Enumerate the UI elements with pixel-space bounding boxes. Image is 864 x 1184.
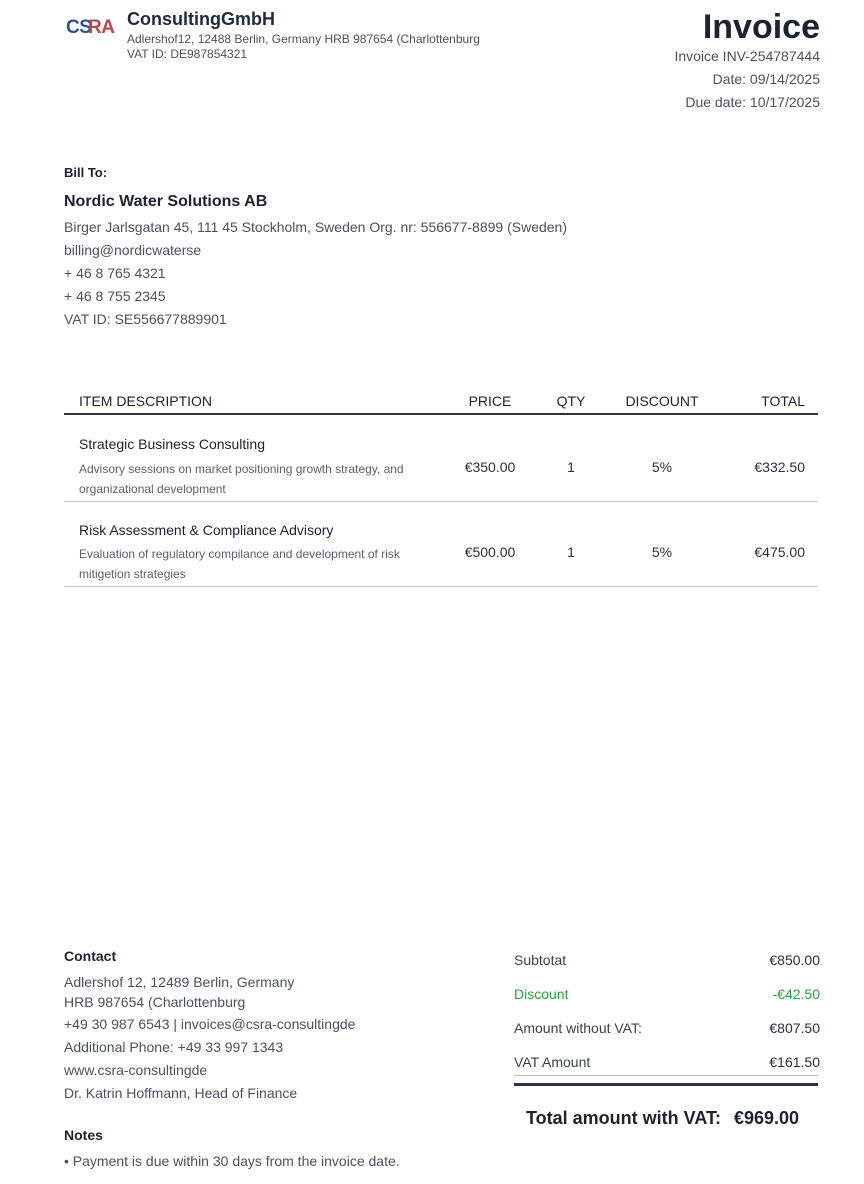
client-name: Nordic Water Solutions AB — [64, 193, 268, 210]
invoice-number: Invoice INV-254787444 — [674, 48, 820, 64]
note-item: • Payment is due within 30 days from the invoice date. — [64, 1153, 400, 1169]
subtotal-label: Subtotat — [514, 952, 567, 968]
contact-label: Contact — [64, 948, 117, 964]
invoice-date: Date: 09/14/2025 — [712, 71, 820, 87]
grand-total-label: Total amount with VAT: — [526, 1108, 721, 1128]
line-item-price: €350.00 — [464, 459, 516, 475]
totals-divider — [514, 1075, 818, 1076]
vat-amount-value: €161.50 — [769, 1054, 820, 1070]
column-header-qty: QTY — [556, 393, 586, 409]
contact-registration: HRB 987654 (Charlottenburg — [64, 994, 246, 1010]
contact-phone-email: +49 30 987 6543 | invoices@csra-consultingde — [64, 1016, 356, 1032]
company-logo — [66, 12, 115, 40]
column-header-discount: DISCOUNT — [625, 393, 699, 409]
contact-additional-phone: Additional Phone: +49 33 997 1343 — [64, 1039, 284, 1055]
company-name: ConsultingGmbH — [127, 9, 275, 29]
invoice-due-date: Due date: 10/17/2025 — [685, 94, 820, 110]
company-address: Adlershof12, 12488 Berlin, Germany HRB 987654 (Charlottenburg — [127, 32, 480, 46]
row-divider — [64, 501, 818, 502]
net-amount-label: Amount without VAT: — [514, 1020, 642, 1036]
line-item-total: €332.50 — [754, 459, 805, 475]
net-amount-value: €807.50 — [769, 1020, 820, 1036]
notes-label: Notes — [64, 1127, 103, 1143]
column-header-description: ITEM DESCRIPTION — [79, 393, 213, 409]
line-item-price: €500.00 — [464, 544, 516, 560]
bill-to-label: Bill To: — [64, 165, 108, 180]
line-item-description: Evaluation of regulatory compilance and development of risk mitigetion strategies — [79, 547, 400, 581]
contact-person: Dr. Katrin Hoffmann, Head of Finance — [64, 1085, 298, 1101]
client-phone-2: + 46 8 755 2345 — [64, 288, 166, 304]
client-address: Birger Jarlsgatan 45, 111 45 Stockholm, Sweden Org. nr: 556677-8899 (Sweden) — [64, 219, 567, 235]
line-item-title: Risk Assessment & Compliance Advisory — [79, 522, 334, 538]
totals-divider-thick — [514, 1083, 818, 1086]
column-header-total: TOTAL — [761, 393, 805, 409]
line-item-qty: 1 — [567, 459, 575, 475]
svg-text:RA: RA — [88, 17, 115, 38]
line-item-discount: 5% — [651, 544, 673, 560]
line-item-discount: 5% — [651, 459, 673, 475]
grand-total-value: €969.00 — [734, 1108, 800, 1128]
subtotal-value: €850.00 — [769, 952, 820, 968]
contact-website: www.csra-consultingde — [64, 1062, 208, 1078]
table-header-divider — [64, 413, 818, 415]
contact-address: Adlershof 12, 12489 Berlin, Germany — [64, 974, 295, 990]
invoice-title: Invoice — [702, 8, 820, 46]
client-email: billing@nordicwaterse — [64, 242, 202, 258]
svg-text:CS: CS — [66, 17, 92, 38]
line-item-total: €475.00 — [754, 544, 805, 560]
vat-amount-label: VAT Amount — [514, 1054, 591, 1070]
client-vat: VAT ID: SE556677889901 — [64, 311, 227, 327]
column-header-price: PRICE — [468, 393, 512, 409]
line-item-title: Strategic Business Consulting — [79, 436, 265, 452]
client-phone: + 46 8 765 4321 — [64, 265, 166, 281]
line-item-description: Advisory sessions on market positioning growth strategy, and organizational development — [79, 462, 404, 496]
line-item-qty: 1 — [567, 544, 575, 560]
company-vat: VAT ID: DE987854321 — [127, 47, 248, 61]
row-divider — [64, 586, 818, 587]
discount-value: -€42.50 — [772, 986, 820, 1002]
discount-label: Discount — [514, 986, 569, 1002]
